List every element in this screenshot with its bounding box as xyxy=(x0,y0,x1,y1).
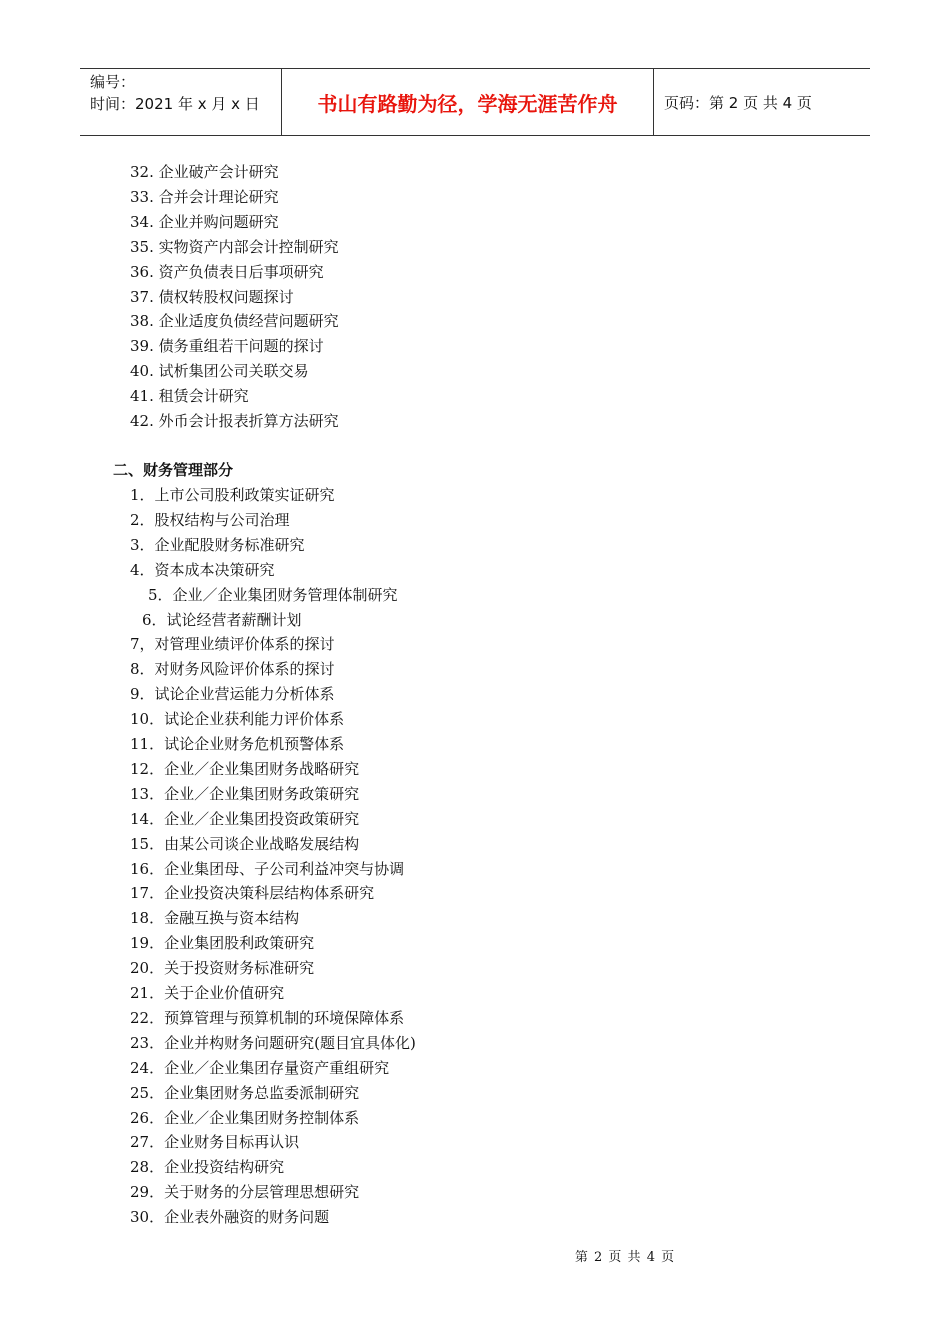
list-item: 30．企业表外融资的财务问题 xyxy=(130,1208,330,1227)
list-item: 10．试论企业获利能力评价体系 xyxy=(130,710,345,729)
list-item: 23．企业并构财务问题研究(题目宜具体化) xyxy=(130,1033,416,1052)
list-item: 41. 租赁会计研究 xyxy=(130,387,249,406)
header-page-info: 页码：第 2 页 共 4 页 xyxy=(664,93,812,112)
list-item: 24．企业／企业集团存量资产重组研究 xyxy=(130,1058,390,1077)
list-item: 17．企业投资决策科层结构体系研究 xyxy=(130,884,375,903)
code-label: 编号： xyxy=(90,73,136,91)
list-item: 33. 合并会计理论研究 xyxy=(130,187,279,206)
list-item: 29．关于财务的分层管理思想研究 xyxy=(130,1183,360,1202)
list-item: 25．企业集团财务总监委派制研究 xyxy=(130,1083,360,1102)
list-item: 26．企业／企业集团财务控制体系 xyxy=(130,1108,360,1127)
list-item: 34. 企业并购问题研究 xyxy=(130,212,279,231)
list-item: 15．由某公司谈企业战略发展结构 xyxy=(130,834,360,853)
list-item: 36. 资产负债表日后事项研究 xyxy=(130,262,324,281)
list-item: 5．企业／企业集团财务管理体制研究 xyxy=(148,585,398,604)
list-item: 20．关于投资财务标准研究 xyxy=(130,959,315,978)
list-item: 35. 实物资产内部会计控制研究 xyxy=(130,237,339,256)
list-item: 9．试论企业营运能力分析体系 xyxy=(130,685,335,704)
list-item: 19．企业集团股利政策研究 xyxy=(130,934,315,953)
list-item: 27．企业财务目标再认识 xyxy=(130,1133,300,1152)
list-item: 2．股权结构与公司治理 xyxy=(130,510,290,529)
list-item: 21．关于企业价值研究 xyxy=(130,984,285,1002)
list-item: 7，对管理业绩评价体系的探讨 xyxy=(130,635,335,654)
header-motto: 书山有路勤为径，学海无涯苦作舟 xyxy=(282,69,654,135)
list-item: 32. 企业破产会计研究 xyxy=(130,163,279,181)
time-label: 时间：2021 年 x 月 x 日 xyxy=(90,95,260,113)
list-item: 40. 试析集团公司关联交易 xyxy=(130,362,309,381)
list-item: 13．企业／企业集团财务政策研究 xyxy=(130,784,360,803)
page-header xyxy=(80,68,870,136)
list-item: 6．试论经营者薪酬计划 xyxy=(142,610,302,629)
list-item: 22．预算管理与预算机制的环境保障体系 xyxy=(130,1008,405,1027)
list-item: 39. 债务重组若干问题的探讨 xyxy=(130,337,324,356)
list-item: 11．试论企业财务危机预警体系 xyxy=(130,735,345,753)
page-footer: 第 2 页 共 4 页 xyxy=(574,1250,676,1265)
list-item: 8．对财务风险评价体系的探讨 xyxy=(130,660,335,679)
header-meta xyxy=(80,69,282,135)
list-item: 42. 外币会计报表折算方法研究 xyxy=(130,412,339,430)
list-item: 28．企业投资结构研究 xyxy=(130,1158,285,1177)
list-item: 4．资本成本决策研究 xyxy=(130,560,275,579)
list-item: 18．金融互换与资本结构 xyxy=(130,909,300,928)
list-item: 12．企业／企业集团财务战略研究 xyxy=(130,759,360,778)
list-item: 14．企业／企业集团投资政策研究 xyxy=(130,809,360,828)
list-item: 38. 企业适度负债经营问题研究 xyxy=(130,312,339,331)
list-item: 3．企业配股财务标准研究 xyxy=(130,535,305,554)
list-item: 16．企业集团母、子公司利益冲突与协调 xyxy=(130,859,405,878)
section-title: 二、财务管理部分 xyxy=(113,461,234,479)
list-item: 37. 债权转股权问题探讨 xyxy=(130,287,294,306)
list-item: 1．上市公司股利政策实证研究 xyxy=(130,486,335,504)
